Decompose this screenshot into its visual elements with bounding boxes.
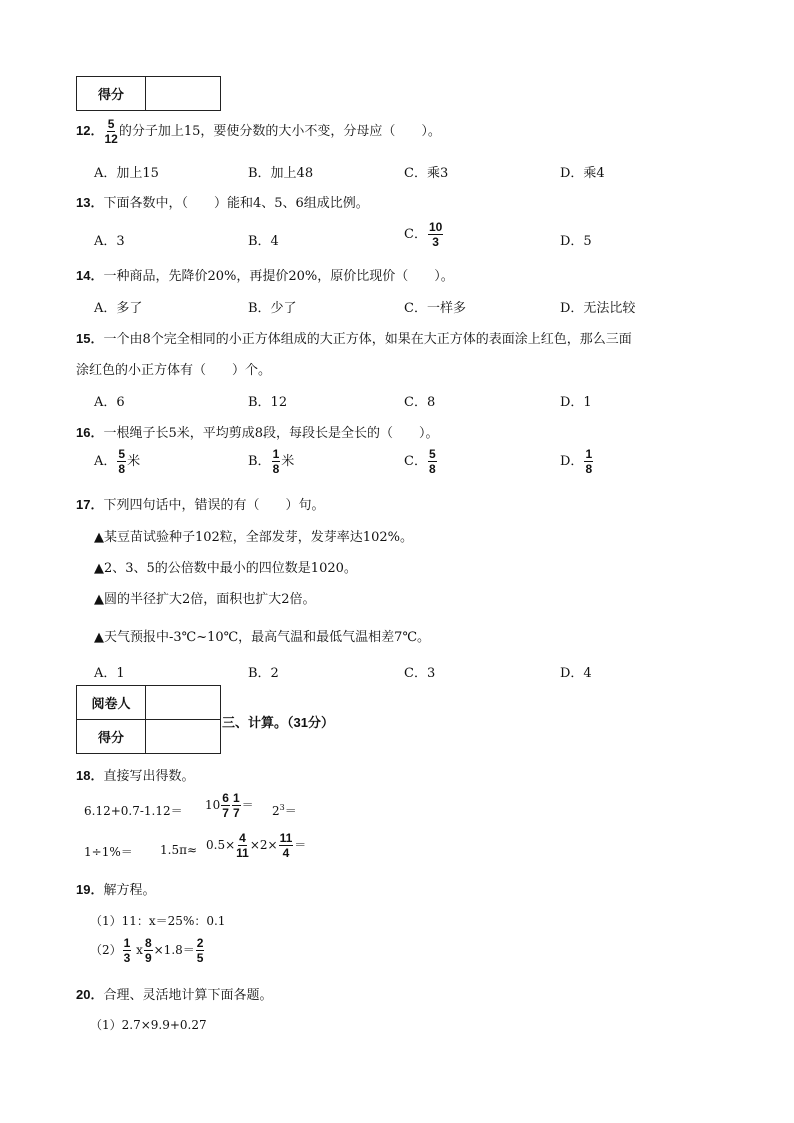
q14-option-c[interactable]: C．一样多: [404, 301, 466, 316]
expression-part: 0.5×: [206, 838, 236, 852]
score-blank-cell[interactable]: [146, 77, 221, 111]
q14-option-b[interactable]: B．少了: [248, 301, 297, 316]
fraction-denominator: 9: [144, 951, 152, 965]
reviewer-blank-cell[interactable]: [146, 686, 221, 720]
q12-option-a[interactable]: A．加上15: [94, 166, 159, 181]
question-13: [76, 192, 369, 211]
expression-4: 1÷1%＝: [84, 845, 133, 859]
power-base: 2: [272, 804, 280, 818]
question-text: 下列四句话中，错误的有（ ）句。: [103, 498, 325, 513]
fraction-numerator: 11: [279, 831, 293, 845]
fraction: [584, 448, 593, 475]
score-blank-cell[interactable]: [146, 720, 221, 754]
fraction-denominator: 3: [432, 235, 439, 249]
question-text: 直接写出得数。: [103, 769, 195, 784]
expression-3: [272, 802, 297, 819]
q17-option-c[interactable]: C．3: [404, 666, 436, 681]
option-prefix: C．: [404, 227, 427, 242]
q14-option-d[interactable]: D．无法比较: [560, 301, 636, 316]
fraction-denominator: 12: [104, 132, 118, 146]
fraction-denominator: 3: [123, 951, 131, 965]
question-14: [76, 265, 454, 284]
fraction-denominator: 7: [232, 806, 240, 820]
q12-option-c[interactable]: C．乘3: [404, 166, 449, 181]
unit: 米: [127, 454, 141, 469]
expression-1: 6.12+0.7-1.12＝: [84, 804, 183, 818]
fraction-denominator: 11: [236, 846, 249, 860]
statement: ▲2、3、5的公倍数中最小的四位数是1020。: [94, 561, 357, 576]
equation-1: （1）11：x＝25%：0.1: [90, 914, 226, 928]
question-text: 解方程。: [103, 883, 156, 898]
score-box-reviewer: [76, 685, 221, 754]
fraction-numerator: 8: [144, 936, 152, 950]
equals: ＝: [241, 798, 254, 812]
whole-number: 10: [205, 798, 221, 812]
fraction: [123, 937, 132, 964]
question-number: 16．: [76, 425, 104, 440]
q17-option-d[interactable]: D．4: [560, 666, 592, 681]
reviewer-label: 阅卷人: [77, 686, 146, 720]
fraction: [144, 937, 153, 964]
fraction-numerator: 6: [222, 791, 229, 805]
q17-option-b[interactable]: B．2: [248, 666, 279, 681]
fraction: [236, 832, 249, 859]
question-16: [76, 422, 439, 441]
q15-option-a[interactable]: A．6: [94, 395, 125, 410]
fraction-denominator: 4: [282, 846, 290, 860]
q12-option-b[interactable]: B．加上48: [248, 166, 314, 181]
q13-option-b[interactable]: B．4: [248, 234, 279, 249]
score-label: 得分: [77, 77, 146, 111]
calc-item-1: （1）2.7×9.9+0.27: [90, 1018, 207, 1032]
option-prefix: B．: [248, 454, 271, 469]
q13-option-c[interactable]: [404, 221, 444, 248]
question-text: 合理、灵活地计算下面各题。: [103, 988, 273, 1003]
fraction: [279, 832, 294, 859]
q15-option-c[interactable]: C．8: [404, 395, 436, 410]
option-prefix: D．: [560, 454, 584, 469]
unit: 米: [281, 454, 295, 469]
fraction-numerator: 1: [232, 791, 240, 805]
fraction-denominator: 8: [428, 462, 436, 476]
q17-option-a[interactable]: A．1: [94, 666, 125, 681]
question-text-line1: 一个由8个完全相同的小正方体组成的大正方体，如果在大正方体的表面涂上红色，那么三面: [103, 332, 632, 347]
fraction: [428, 221, 443, 248]
question-20: [76, 984, 272, 1003]
fraction: [196, 937, 205, 964]
variable: x: [136, 943, 143, 957]
fraction: [221, 792, 230, 819]
fraction: [104, 118, 117, 145]
statement: ▲圆的半径扩大2倍，面积也扩大2倍。: [94, 592, 316, 607]
question-number: 15．: [76, 331, 104, 346]
section-title: 三、计算。（31分）: [222, 715, 334, 730]
question-12: [76, 118, 441, 145]
q15-option-d[interactable]: D．1: [560, 395, 592, 410]
question-18: [76, 765, 194, 784]
fraction-numerator: 1: [272, 447, 280, 461]
power-exponent: 3: [279, 803, 285, 812]
fraction-numerator: 1: [123, 936, 131, 950]
question-text: 一种商品，先降价20%，再提价20%，原价比现价（ ）。: [103, 269, 454, 284]
fraction: [232, 792, 241, 819]
fraction: [428, 448, 437, 475]
statement: ▲某豆苗试验种子102粒，全部发芽，发芽率达102%。: [94, 530, 413, 545]
score-label: 得分: [77, 720, 146, 754]
question-number: 12．: [76, 123, 104, 138]
equation-2: [90, 937, 205, 964]
fraction-numerator: 5: [428, 447, 436, 461]
expression-part: ×2×: [249, 838, 278, 852]
fraction-denominator: 8: [585, 462, 593, 476]
question-number: 20．: [76, 987, 104, 1002]
fraction-denominator: 5: [196, 951, 204, 965]
expression-6: [206, 832, 306, 859]
fraction-numerator: 5: [118, 447, 126, 461]
equals: ＝: [284, 804, 297, 818]
q16-option-c[interactable]: [404, 448, 438, 475]
question-15-line2: 涂红色的小正方体有（ ）个。: [76, 363, 272, 378]
q13-option-a[interactable]: A．3: [94, 234, 125, 249]
score-box-top: [76, 76, 221, 111]
expression-5: 1.5π≈: [160, 843, 198, 857]
q13-option-d[interactable]: D．5: [560, 234, 592, 249]
fraction-numerator: 2: [196, 936, 204, 950]
statement: ▲天气预报中-3℃~10℃，最高气温和最低气温相差7℃。: [94, 630, 430, 645]
question-text: 下面各数中，（ ）能和4、5、6组成比例。: [103, 196, 369, 211]
fraction-numerator: 1: [585, 447, 593, 461]
question-number: 13．: [76, 195, 104, 210]
option-prefix: C．: [404, 454, 427, 469]
fraction-denominator: 7: [222, 806, 229, 820]
q16-option-d[interactable]: [560, 448, 594, 475]
fraction-numerator: 10: [428, 220, 443, 234]
fraction-numerator: 5: [107, 117, 115, 131]
fraction-denominator: 8: [272, 462, 280, 476]
question-number: 19．: [76, 882, 104, 897]
question-number: 17．: [76, 497, 104, 512]
option-prefix: A．: [94, 454, 117, 469]
expression-part: ×1.8＝: [153, 943, 195, 957]
fraction: [272, 448, 281, 475]
question-number: 18．: [76, 768, 104, 783]
fraction: [117, 448, 126, 475]
fraction-denominator: 8: [118, 462, 126, 476]
expression-2: [205, 792, 254, 819]
question-text: 的分子加上15，要使分数的大小不变，分母应（ ）。: [118, 124, 441, 139]
equals: ＝: [294, 838, 307, 852]
question-text: 一根绳子长5米，平均剪成8段，每段长是全长的（ ）。: [103, 426, 439, 441]
q16-option-a[interactable]: [94, 448, 140, 475]
fraction-numerator: 4: [239, 831, 246, 845]
q15-option-b[interactable]: B．12: [248, 395, 288, 410]
question-number: 14．: [76, 268, 104, 283]
item-prefix: （2）: [90, 943, 122, 957]
q12-option-d[interactable]: D．乘4: [560, 166, 605, 181]
q14-option-a[interactable]: A．多了: [94, 301, 143, 316]
q16-option-b[interactable]: [248, 448, 294, 475]
question-15: [76, 328, 632, 347]
question-19: [76, 879, 155, 898]
question-17: [76, 494, 324, 513]
